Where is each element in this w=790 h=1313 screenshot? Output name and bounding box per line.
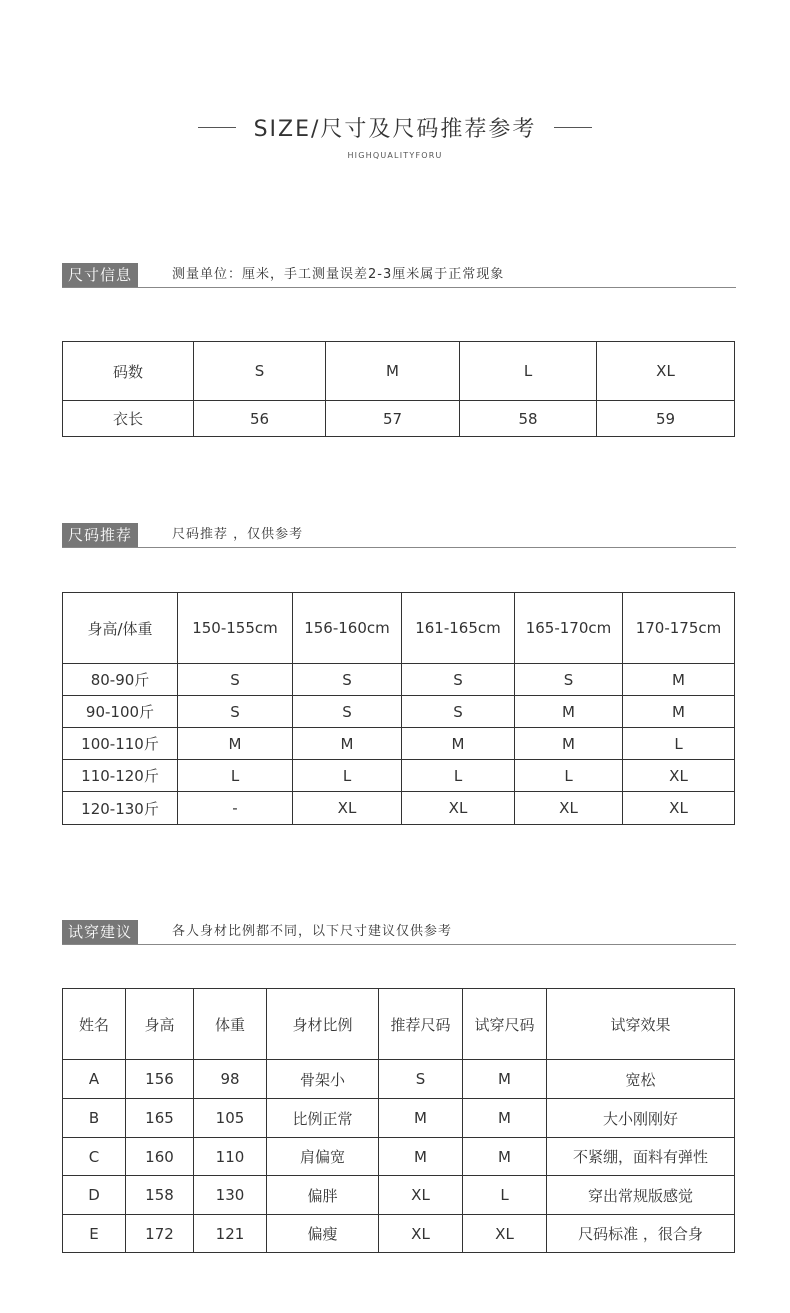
trial-table-cell: M: [379, 1099, 463, 1138]
recommend-table-cell: S: [402, 664, 515, 696]
table-row: [63, 792, 735, 825]
trial-table-cell: 尺码标准 ，很合身: [547, 1215, 735, 1253]
table-row: [63, 1138, 735, 1176]
section-size-info-header: [62, 263, 736, 288]
page-title: SIZE/尺寸及尺码推荐参考: [253, 117, 537, 142]
recommend-table-cell: L: [178, 760, 293, 792]
size-table-header-cell: 码数: [63, 342, 194, 401]
trial-table-cell: C: [63, 1138, 126, 1176]
title-left-dash: [198, 127, 236, 128]
section-recommend-desc: 尺码推荐 ，仅供参考: [172, 527, 304, 542]
trial-table-cell: 156: [126, 1060, 194, 1099]
trial-table-cell: M: [463, 1060, 547, 1099]
recommend-table-cell: XL: [293, 792, 402, 825]
recommend-table-cell: L: [623, 728, 735, 760]
size-table-cell: 58: [460, 401, 597, 437]
page-subtitle: HIGHQUALITYFORU: [347, 151, 443, 160]
section-recommend-header: [62, 523, 736, 548]
recommend-table-cell: S: [293, 696, 402, 728]
recommend-table-header-row: [63, 593, 735, 664]
recommend-table-header-cell: 161-165cm: [402, 593, 515, 664]
table-row: [63, 664, 735, 696]
trial-table-cell: 121: [194, 1215, 267, 1253]
title-right-dash: [554, 127, 592, 128]
recommend-table-cell: S: [178, 664, 293, 696]
recommend-table-cell: M: [515, 696, 623, 728]
recommend-table-cell: 100-110斤: [63, 728, 178, 760]
trial-table-header-cell: 身材比例: [267, 989, 379, 1060]
recommend-table-cell: XL: [402, 792, 515, 825]
section-trial-desc: 各人身材比例都不同，以下尺寸建议仅供参考: [172, 924, 453, 939]
recommend-table-cell: 110-120斤: [63, 760, 178, 792]
trial-table-cell: XL: [379, 1215, 463, 1253]
trial-table-cell: L: [463, 1176, 547, 1215]
recommend-table-cell: M: [178, 728, 293, 760]
recommend-table-cell: XL: [623, 760, 735, 792]
trial-table-header-cell: 试穿尺码: [463, 989, 547, 1060]
trial-table: [62, 988, 735, 1253]
trial-table-cell: XL: [463, 1215, 547, 1253]
trial-table-header-cell: 体重: [194, 989, 267, 1060]
section-trial-tag: 试穿建议: [62, 920, 138, 944]
recommend-table-cell: 90-100斤: [63, 696, 178, 728]
trial-table-cell: 98: [194, 1060, 267, 1099]
recommend-table-cell: M: [402, 728, 515, 760]
recommend-table-cell: S: [178, 696, 293, 728]
section-size-info-tag: 尺寸信息: [62, 263, 138, 287]
recommend-table-cell: M: [515, 728, 623, 760]
size-table-header-row: [63, 342, 735, 401]
trial-table-header-cell: 推荐尺码: [379, 989, 463, 1060]
size-table-cell: 57: [326, 401, 460, 437]
table-row: [63, 1060, 735, 1099]
size-table-header-cell: L: [460, 342, 597, 401]
trial-table-cell: 偏瘦: [267, 1215, 379, 1253]
table-row: [63, 696, 735, 728]
size-table-cell: 衣长: [63, 401, 194, 437]
recommend-table-cell: -: [178, 792, 293, 825]
section-recommend-tag: 尺码推荐: [62, 523, 138, 547]
recommend-table-header-cell: 165-170cm: [515, 593, 623, 664]
table-row: [63, 728, 735, 760]
recommend-table-cell: M: [623, 696, 735, 728]
recommend-table-cell: S: [515, 664, 623, 696]
trial-table-cell: 165: [126, 1099, 194, 1138]
table-row: [63, 1215, 735, 1253]
trial-table-cell: 穿出常规版感觉: [547, 1176, 735, 1215]
table-row: [63, 1099, 735, 1138]
recommend-table-cell: 120-130斤: [63, 792, 178, 825]
recommend-table-cell: 80-90斤: [63, 664, 178, 696]
trial-table-cell: 宽松: [547, 1060, 735, 1099]
recommend-table-cell: XL: [623, 792, 735, 825]
recommend-table-cell: M: [623, 664, 735, 696]
trial-table-cell: 130: [194, 1176, 267, 1215]
trial-table-cell: 大小刚刚好: [547, 1099, 735, 1138]
trial-table-cell: M: [379, 1138, 463, 1176]
recommend-table-cell: L: [293, 760, 402, 792]
table-row: [63, 760, 735, 792]
trial-table-cell: 偏胖: [267, 1176, 379, 1215]
trial-table-cell: 172: [126, 1215, 194, 1253]
trial-table-header-cell: 身高: [126, 989, 194, 1060]
table-row: [63, 1176, 735, 1215]
trial-table-header-cell: 试穿效果: [547, 989, 735, 1060]
trial-table-cell: 不紧绷，面料有弹性: [547, 1138, 735, 1176]
recommend-table-header-cell: 156-160cm: [293, 593, 402, 664]
recommend-table-header-cell: 170-175cm: [623, 593, 735, 664]
trial-table-cell: 比例正常: [267, 1099, 379, 1138]
size-table-header-cell: XL: [597, 342, 735, 401]
trial-table-cell: 肩偏宽: [267, 1138, 379, 1176]
trial-table-cell: B: [63, 1099, 126, 1138]
page-title-row: [180, 112, 611, 143]
trial-table-cell: XL: [379, 1176, 463, 1215]
size-table-cell: 59: [597, 401, 735, 437]
table-row: [63, 401, 735, 437]
section-size-info-desc: 测量单位：厘米，手工测量误差2-3厘米属于正常现象: [172, 267, 505, 282]
recommend-table: [62, 592, 735, 825]
trial-table-header-cell: 姓名: [63, 989, 126, 1060]
trial-table-cell: 110: [194, 1138, 267, 1176]
size-table-header-cell: M: [326, 342, 460, 401]
trial-table-cell: 骨架小: [267, 1060, 379, 1099]
recommend-table-header-cell: 150-155cm: [178, 593, 293, 664]
trial-table-cell: 158: [126, 1176, 194, 1215]
recommend-table-cell: S: [402, 696, 515, 728]
trial-table-cell: A: [63, 1060, 126, 1099]
trial-table-cell: 160: [126, 1138, 194, 1176]
trial-table-header-row: [63, 989, 735, 1060]
recommend-table-cell: M: [293, 728, 402, 760]
recommend-table-cell: L: [402, 760, 515, 792]
trial-table-cell: 105: [194, 1099, 267, 1138]
size-table-header-cell: S: [194, 342, 326, 401]
trial-table-cell: E: [63, 1215, 126, 1253]
recommend-table-cell: XL: [515, 792, 623, 825]
trial-table-cell: M: [463, 1099, 547, 1138]
size-table-cell: 56: [194, 401, 326, 437]
trial-table-cell: M: [463, 1138, 547, 1176]
trial-table-cell: S: [379, 1060, 463, 1099]
recommend-table-cell: L: [515, 760, 623, 792]
trial-table-cell: D: [63, 1176, 126, 1215]
size-table: [62, 341, 735, 437]
section-trial-header: [62, 920, 736, 945]
page-title-wrap: [0, 112, 790, 143]
recommend-table-header-cell: 身高/体重: [63, 593, 178, 664]
recommend-table-cell: S: [293, 664, 402, 696]
